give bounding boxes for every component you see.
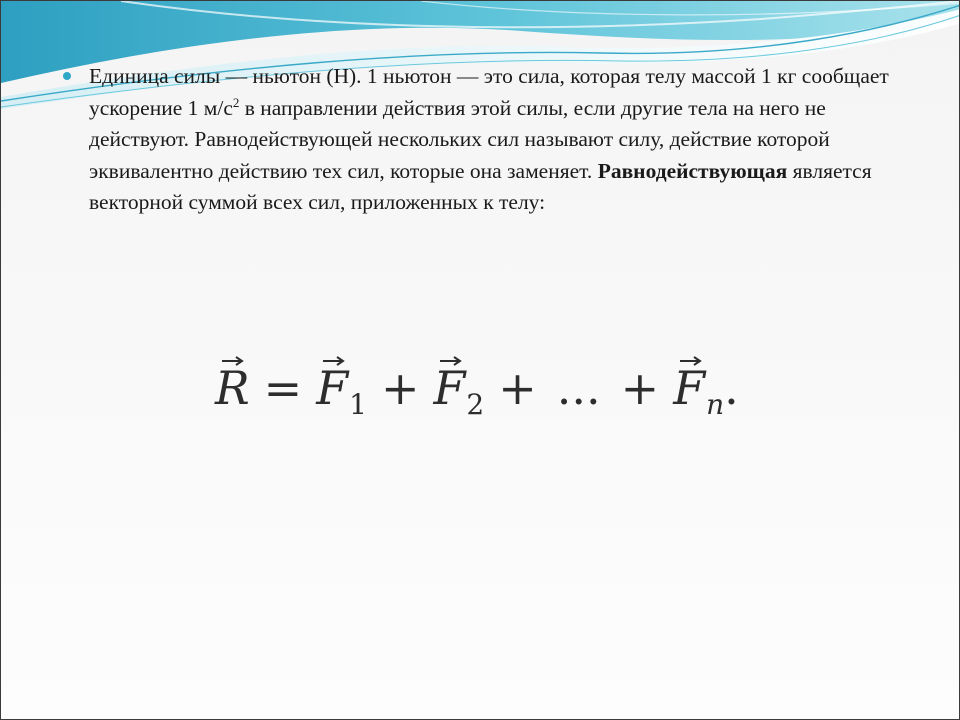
bold-term-resultant: Равнодействующая [597, 158, 788, 183]
paragraph-text-part-1: Единица силы — ньютон (Н). 1 ньютон — это сила, которая телу массой 1 кг сообщает ускорение 1 м/с [89, 64, 889, 120]
force-symbol: F [316, 361, 349, 415]
resultant-symbol: R [215, 361, 250, 415]
ellipsis: ... [556, 361, 601, 415]
formula-period: . [724, 361, 739, 415]
paragraph-text-part-2: в направлении действия этой силы, если другие тела на него не действуют. Равнодействующей нескольких сил называют силу, действие которой эквивалентно действию тех сил, которые она заменяет. [89, 95, 830, 183]
vector-arrow-icon [322, 355, 346, 367]
vector-arrow-icon [439, 355, 463, 367]
paragraph-text-part-3: является векторной суммой всех сил, приложенных к телу: [89, 158, 872, 214]
force-vector-1 [316, 361, 367, 421]
bullet-icon [63, 72, 71, 80]
subscript-2: 2 [466, 388, 485, 421]
plus-sign: + [498, 361, 537, 415]
resultant-vector [215, 361, 250, 415]
vector-arrow-icon [679, 355, 703, 367]
vector-sum-formula [215, 361, 739, 421]
subscript-n: n [706, 388, 725, 421]
superscript-two: 2 [232, 94, 240, 110]
plus-sign: + [620, 361, 660, 415]
force-symbol: F [673, 361, 706, 415]
subscript-1: 1 [349, 388, 367, 421]
definition-paragraph [89, 61, 913, 219]
force-symbol: F [433, 361, 466, 415]
body-text [63, 61, 913, 219]
force-vector-n [673, 361, 724, 421]
force-vector-2 [433, 361, 484, 421]
plus-sign: + [380, 361, 420, 415]
vector-arrow-icon [221, 355, 245, 367]
equals-sign: = [263, 361, 303, 415]
